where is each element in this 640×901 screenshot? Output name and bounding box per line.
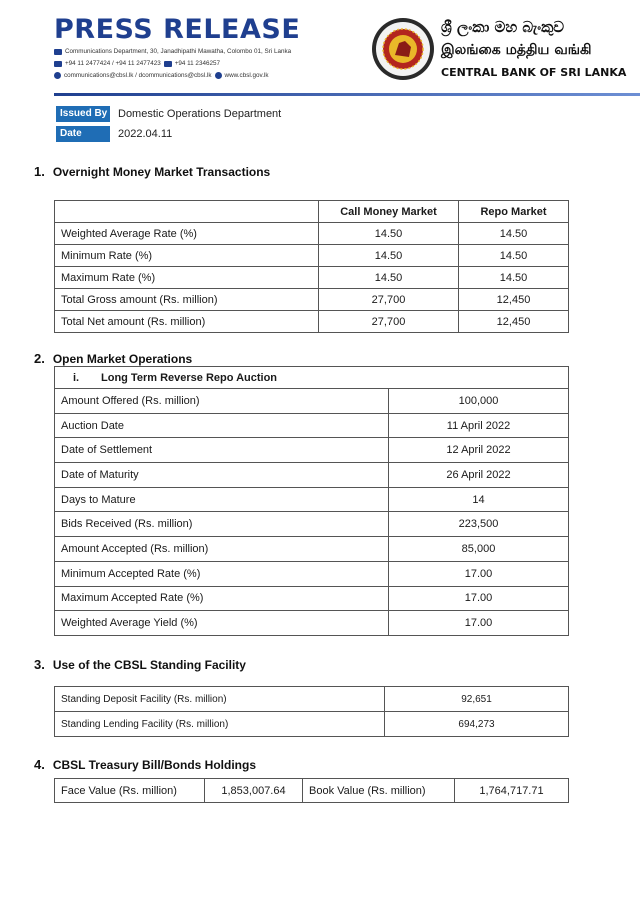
section-1-heading [34,164,270,179]
cell-value: 12,450 [459,311,569,333]
book-value: 1,764,717.71 [455,779,569,803]
issued-by-label: Issued By [56,106,110,122]
column-header: Repo Market [459,201,569,223]
row-label: Date of Maturity [55,463,389,488]
overnight-money-market-table [54,200,569,333]
cell-value: 11 April 2022 [389,413,569,438]
cell-value: 14.50 [319,267,459,289]
table-row [55,267,569,289]
standing-facility-table [54,686,569,737]
section-number: 4. [34,757,45,772]
row-label: Weighted Average Rate (%) [55,223,319,245]
table-row [55,311,569,333]
section-title: Open Market Operations [52,352,193,366]
cell-value: 14.50 [319,245,459,267]
table-row [55,438,569,463]
table-row [55,245,569,267]
sub-number: i. [73,371,80,384]
globe-icon [215,72,222,79]
cell-value: 17.00 [389,586,569,611]
cell-value: 100,000 [389,389,569,414]
envelope-icon [54,49,62,55]
bank-name-sinhala: ශ්‍රී ලංකා මහ බැංකුව [441,18,565,36]
bank-name-english: CENTRAL BANK OF SRI LANKA [441,66,627,79]
column-header: Call Money Market [319,201,459,223]
table-subheader-row [55,367,569,389]
row-label: Days to Mature [55,487,389,512]
row-label: Date of Settlement [55,438,389,463]
section-title: CBSL Treasury Bill/Bonds Holdings [52,758,256,772]
cell-value: 12 April 2022 [389,438,569,463]
table-row [55,413,569,438]
row-label: Auction Date [55,413,389,438]
row-label: Total Net amount (Rs. million) [55,311,319,333]
table-row [55,537,569,562]
cell-value: 27,700 [319,289,459,311]
sub-title: Long Term Reverse Repo Auction [101,371,278,384]
table-row [55,487,569,512]
cell-value: 14 [389,487,569,512]
section-title: Overnight Money Market Transactions [52,165,271,179]
cell-value: 14.50 [319,223,459,245]
fax-text: +94 11 2346257 [174,60,220,67]
row-label: Amount Offered (Rs. million) [55,389,389,414]
cell-value: 14.50 [459,267,569,289]
table-row [55,389,569,414]
row-label: Standing Lending Facility (Rs. million) [55,712,385,737]
section-4-heading [34,757,256,772]
at-icon [54,72,61,79]
cell-value: 17.00 [389,611,569,636]
table-header-row [55,201,569,223]
section-number: 1. [34,164,45,179]
column-header [55,201,319,223]
date-value: 2022.04.11 [118,128,173,140]
row-label: Maximum Rate (%) [55,267,319,289]
address-line [54,48,291,55]
table-row [55,561,569,586]
table-row [55,687,569,712]
row-label: Amount Accepted (Rs. million) [55,537,389,562]
cell-value: 14.50 [459,223,569,245]
cell-value: 223,500 [389,512,569,537]
row-label: Bids Received (Rs. million) [55,512,389,537]
row-label: Minimum Rate (%) [55,245,319,267]
table-row [55,712,569,737]
phone-icon [54,61,62,67]
fax-icon [164,61,172,67]
email-text: communications@cbsl.lk / dcommunications@cbsl.lk [64,72,212,79]
row-label: Maximum Accepted Rate (%) [55,586,389,611]
cell-value: 27,700 [319,311,459,333]
section-number: 2. [34,351,45,366]
cell-value: 12,450 [459,289,569,311]
table-row [55,289,569,311]
row-label: Weighted Average Yield (%) [55,611,389,636]
sub-heading [55,367,569,389]
address-text: Communications Department, 30, Janadhipathi Mawatha, Colombo 01, Sri Lanka [65,48,292,55]
face-value: 1,853,007.64 [205,779,303,803]
website-link[interactable]: www.cbsl.gov.lk [224,72,269,79]
cell-value: 17.00 [389,561,569,586]
section-number: 3. [34,657,45,672]
section-2-heading [34,351,192,366]
central-bank-seal-icon [371,17,435,81]
book-value-label: Book Value (Rs. million) [303,779,455,803]
phone-text: +94 11 2477424 / +94 11 2477423 [65,60,161,67]
table-row [55,223,569,245]
letterhead [0,0,640,96]
row-label: Minimum Accepted Rate (%) [55,561,389,586]
bank-name-tamil: இலங்கை மத்திய வங்கி [441,42,592,58]
row-label: Standing Deposit Facility (Rs. million) [55,687,385,712]
email-line [54,72,269,79]
table-row [55,611,569,636]
row-label: Total Gross amount (Rs. million) [55,289,319,311]
cell-value: 14.50 [459,245,569,267]
cell-value: 694,273 [385,712,569,737]
phone-line [54,60,220,67]
section-3-heading [34,657,246,672]
table-row [55,463,569,488]
cell-value: 85,000 [389,537,569,562]
header-divider [54,93,640,96]
cell-value: 92,651 [385,687,569,712]
issued-by-value: Domestic Operations Department [118,108,282,120]
treasury-holdings-table [54,778,569,803]
table-row [55,586,569,611]
cell-value: 26 April 2022 [389,463,569,488]
face-value-label: Face Value (Rs. million) [55,779,205,803]
press-release-title: PRESS RELEASE [54,14,301,45]
date-label: Date [56,126,110,142]
table-row [55,779,569,803]
table-row [55,512,569,537]
section-title: Use of the CBSL Standing Facility [52,658,246,672]
reverse-repo-auction-table [54,366,569,636]
